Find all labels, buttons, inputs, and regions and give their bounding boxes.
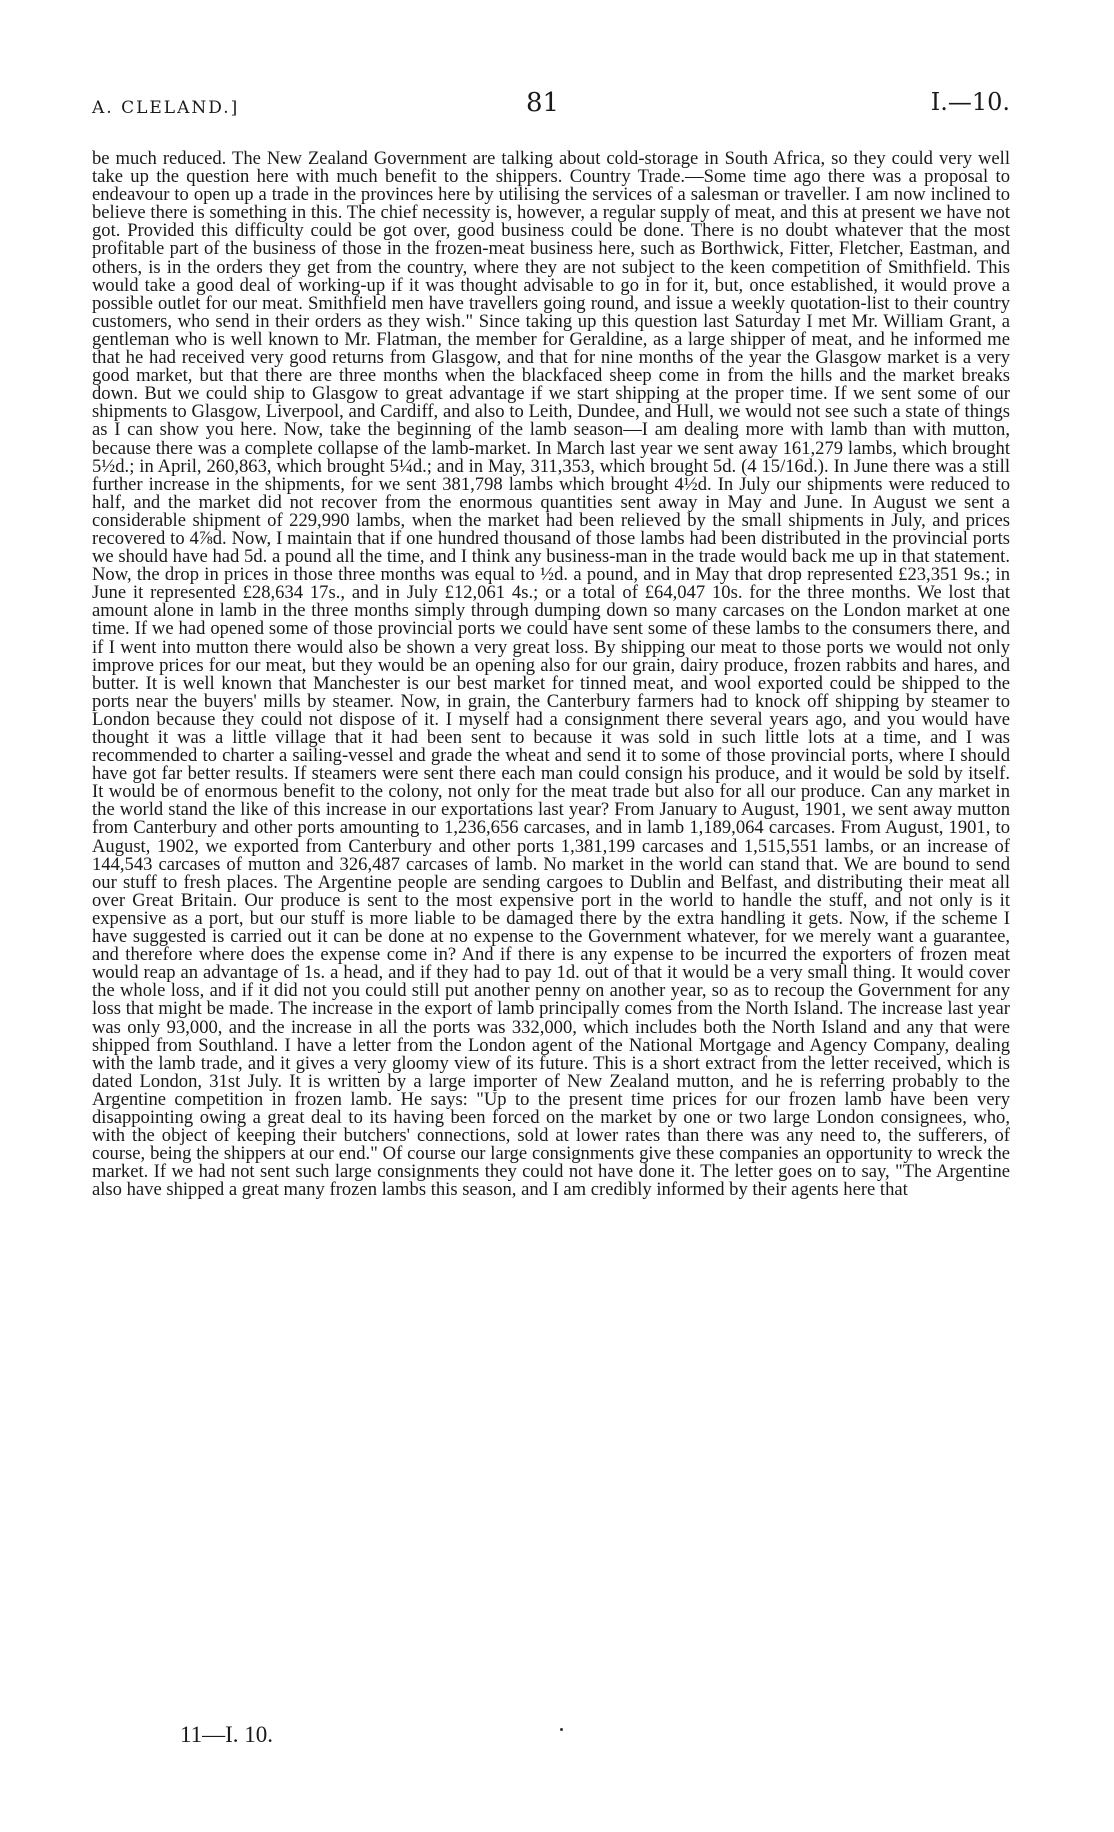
header-speaker: A. CLELAND.] [92, 98, 240, 118]
body-text [92, 150, 1010, 1199]
body-paragraph: be much reduced. The New Zealand Government are talking about cold-storage in South Africa, so they could very well take up the question here with much benefit to the shippers. Country Trade.—Some time ago there was a proposal to endeavour to open up a trade in the provinces here by utilising the services of a salesman or traveller. I am now inclined to believe there is something in this. The chief necessity is, however, a regular supply of meat, and this at present we have not got. Provided this difficulty could be got over, good business could be done. There is no doubt whatever that the most profitable part of the business of those in the frozen-meat business here, such as Borthwick, Fitter, Fletcher, Eastman, and others, is in the orders they get from the country, where they are not subject to the keen competition of Smithfield. This would take a good deal of working-up if it was thought advisable to go in for it, but, once established, it would prove a possible outlet for our meat. Smithfield men have travellers going round, and issue a weekly quotation-list to their country customers, who send in their orders as they wish." Since taking up this question last Saturday I met Mr. William Grant, a gentleman who is well known to Mr. Flatman, the member for Geraldine, as a large shipper of meat, and he informed me that he had received very good returns from Glasgow, and that for nine months of the year the Glasgow market is a very good market, but that there are three months when the blackfaced sheep come in from the hills and the market breaks down. But we could ship to Glasgow to great advantage if we start shipping at the proper time. If we sent some of our shipments to Glasgow, Liverpool, and Cardiff, and also to Leith, Dundee, and Hull, we would not see such a state of things as I can show you here. Now, take the beginning of the lamb season—I am dealing more with lamb than with mutton, because there was a complete collapse of the lamb-market. In March last year we sent away 161,279 lambs, which brought 5½d.; in April, 260,863, which brought 5¼d.; and in May, 311,353, which brought 5d. (4 15/16d.). In June there was a still further increase in the shipments, for we sent 381,798 lambs which brought 4½d. In July our shipments were reduced to half, and the market did not recover from the enormous quantities sent away in May and June. In August we sent a considerable shipment of 229,990 lambs, when the market had been relieved by the small shipments in July, and prices recovered to 4⅞d. Now, I maintain that if one hundred thousand of those lambs had been distributed in the provincial ports we should have had 5d. a pound all the time, and I think any business-man in the trade would back me up in that statement. Now, the drop in prices in those three months was equal to ½d. a pound, and in May that drop represented £23,351 9s.; in June it represented £28,634 17s., and in July £12,061 4s.; or a total of £64,047 10s. for the three months. We lost that amount alone in lamb in the three months simply through dumping down so many carcases on the London market at one time. If we had opened some of those provincial ports we could have sent some of these lambs to the consumers there, and if I went into mutton there would also be shown a very great loss. By shipping our meat to those ports we would not only improve prices for our meat, but they would be an opening also for our grain, dairy produce, frozen rabbits and hares, and butter. It is well known that Manchester is our best market for tinned meat, and wool exported could be shipped to the ports near the buyers' mills by steamer. Now, in grain, the Canterbury farmers had to knock off shipping by steamer to London because they could not dispose of it. I myself had a consignment there several years ago, and you would have thought it was a little village that it had been sent to because it was sold in such little lots at a time, and I was recommended to charter a sailing-vessel and grade the wheat and send it to some of those provincial ports, where I should have got far better results. If steamers were sent there each man could consign his produce, and it would be sold by itself. It would be of enormous benefit to the colony, not only for the meat trade but also for all our produce. Can any market in the world stand the like of this increase in our exportations last year? From January to August, 1901, we sent away mutton from Canterbury and other ports amounting to 1,236,656 carcases, and in lamb 1,189,064 carcases. From August, 1901, to August, 1902, we exported from Canterbury and other ports 1,381,199 carcases and 1,515,551 lambs, or an increase of 144,543 carcases of mutton and 326,487 carcases of lamb. No market in the world can stand that. We are bound to send our stuff to fresh places. The Argentine people are sending cargoes to Dublin and Belfast, and distributing their meat all over Great Britain. Our produce is sent to the most expensive port in the world to handle the stuff, and not only is it expensive as a port, but our stuff is more liable to be damaged there by the extra handling it gets. Now, if the scheme I have suggested is carried out it can be done at no expense to the Government whatever, for we merely want a guarantee, and therefore where does the expense come in? And if there is any expense to be incurred the exporters of frozen meat would reap an advantage of 1s. a head, and if they had to pay 1d. out of that it would be a very small thing. It would cover the whole loss, and if it did not you could still put another penny on another year, so as to recoup the Government for any loss that might be made. The increase in the export of lamb principally comes from the North Island. The increase last year was only 93,000, and the increase in all the ports was 332,000, which includes both the North Island and any that were shipped from Southland. I have a letter from the London agent of the National Mortgage and Agency Company, dealing with the lamb trade, and it gives a very gloomy view of its future. This is a short extract from the letter received, which is dated London, 31st July. It is written by a large importer of New Zealand mutton, and he is referring probably to the Argentine competition in frozen lamb. He says: "Up to the present time prices for our frozen lamb have been very disappointing owing a great deal to its having been forced on the market by one or two large London consignees, who, with the object of keeping their butchers' connections, sold at lower rates than there was any need to, the sufferers, of course, being the shippers at our end." Of course our large consignments give these companies an opportunity to wreck the market. If we had not sent such large consignments they could not have done it. The letter goes on to say, "The Argentine also have shipped a great many frozen lambs this season, and I am credibly informed by their agents here that [92, 148, 1010, 1201]
document-reference: I.—10. [930, 88, 1010, 116]
page-header [92, 88, 1010, 128]
footer-signature: 11—I. 10. [180, 1722, 274, 1747]
page-number: 81 [526, 88, 560, 118]
footer-mark [560, 1728, 563, 1731]
